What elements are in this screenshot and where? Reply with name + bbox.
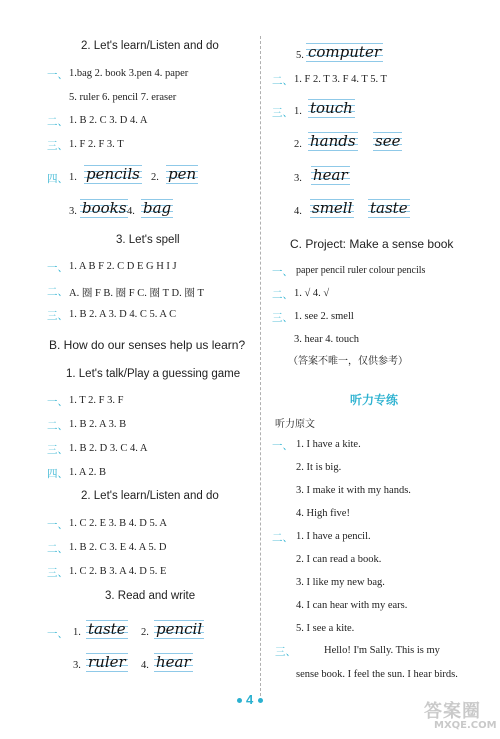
- item-number: 3.: [294, 173, 302, 184]
- item-number: 3.: [69, 206, 77, 217]
- answer-row: 1. B 2. C 3. D 4. A: [69, 115, 148, 126]
- listening-transcript-label: 听力原文: [275, 419, 315, 430]
- handwritten-answer: touch: [308, 97, 355, 120]
- heading-talk-play: 1. Let's talk/Play a guessing game: [66, 368, 241, 380]
- answer-note: （答案不唯一，仅供参考）: [288, 356, 408, 367]
- section-marker: 一、: [47, 262, 68, 274]
- handwritten-answer: taste: [86, 618, 128, 641]
- item-number: 1.: [73, 627, 81, 638]
- handwritten-answer: hear: [154, 651, 193, 674]
- page-number: 4: [246, 692, 254, 707]
- item-number: 2.: [151, 172, 159, 183]
- answer-row: 1. T 2. F 3. F: [69, 395, 124, 406]
- section-marker: 二、: [47, 286, 68, 298]
- answer-row: 1.bag 2. book 3.pen 4. paper: [69, 68, 189, 79]
- answer-row: 3. hear 4. touch: [294, 334, 360, 345]
- section-marker: 一、: [47, 519, 68, 531]
- answer-row: 1. see 2. smell: [294, 311, 354, 322]
- item-number: 3.: [73, 660, 81, 671]
- section-marker: 二、: [272, 75, 293, 87]
- item-number: 2.: [141, 627, 149, 638]
- section-marker: 三、: [47, 140, 68, 152]
- page-dot-right: [258, 698, 263, 703]
- section-marker: 二、: [47, 543, 68, 555]
- handwritten-answer: smell: [310, 197, 354, 220]
- section-marker: 一、: [47, 396, 68, 408]
- transcript-line: 2. It is big.: [296, 462, 342, 473]
- item-number: 1.: [294, 106, 302, 117]
- section-marker: 二、: [47, 420, 68, 432]
- transcript-line: 4. I can hear with my ears.: [296, 600, 408, 611]
- handwritten-answer: books: [80, 197, 128, 220]
- item-number: 4.: [141, 660, 149, 671]
- heading-learn-listen: 2. Let's learn/Listen and do: [81, 40, 219, 52]
- item-number: 2.: [294, 139, 302, 150]
- heading-project: C. Project: Make a sense book: [290, 237, 454, 251]
- page-dot-left: [237, 698, 242, 703]
- answer-row: paper pencil ruler colour pencils: [296, 265, 426, 276]
- section-marker: 四、: [47, 468, 68, 480]
- transcript-line: 3. I like my new bag.: [296, 577, 385, 588]
- handwritten-answer: see: [373, 130, 402, 153]
- transcript-line: 1. I have a pencil.: [296, 531, 371, 542]
- section-marker: 二、: [47, 116, 68, 128]
- heading-learn-listen-2: 2. Let's learn/Listen and do: [81, 490, 219, 502]
- answer-row: 1. B 2. A 3. D 4. C 5. A C: [69, 309, 177, 320]
- handwritten-answer: pencils: [84, 163, 142, 186]
- listening-practice-title: 听力专练: [350, 393, 399, 407]
- transcript-line: 1. I have a kite.: [296, 439, 361, 450]
- watermark-url: MXQE.COM: [434, 720, 497, 731]
- handwritten-answer: computer: [306, 41, 383, 64]
- item-number: 1.: [69, 172, 77, 183]
- answer-row: 1. C 2. B 3. A 4. D 5. E: [69, 566, 167, 577]
- item-number: 4.: [127, 206, 135, 217]
- transcript-line: 5. I see a kite.: [296, 623, 355, 634]
- handwritten-answer: bag: [141, 197, 173, 220]
- handwritten-answer: ruler: [86, 651, 128, 674]
- section-marker: 三、: [47, 310, 68, 322]
- heading-read-write: 3. Read and write: [105, 590, 196, 602]
- section-marker: 四、: [47, 173, 68, 185]
- section-marker: 三、: [47, 567, 68, 579]
- answer-row: 1. √ 4. √: [294, 288, 330, 299]
- handwritten-answer: pencil: [154, 618, 204, 641]
- section-marker: 一、: [47, 628, 68, 640]
- handwritten-answer: hear: [311, 164, 350, 187]
- column-divider: [260, 36, 261, 696]
- answer-row: 1. B 2. D 3. C 4. A: [69, 443, 148, 454]
- transcript-line: sense book. I feel the sun. I hear birds.: [296, 669, 458, 680]
- answer-row: 1. F 2. F 3. T: [69, 139, 124, 150]
- section-marker: 三、: [272, 312, 293, 324]
- transcript-line: 2. I can read a book.: [296, 554, 382, 565]
- answer-row: 5. ruler 6. pencil 7. eraser: [69, 92, 177, 103]
- item-number: 4.: [294, 206, 302, 217]
- section-marker: 二、: [272, 532, 293, 544]
- handwritten-answer: pen: [166, 163, 198, 186]
- transcript-line: 3. I make it with my hands.: [296, 485, 411, 496]
- section-marker: 一、: [272, 266, 293, 278]
- answer-row: A. 圈 F B. 圈 F C. 圈 T D. 圈 T: [69, 288, 204, 299]
- section-marker: 一、: [272, 440, 293, 452]
- transcript-line: 4. High five!: [296, 508, 350, 519]
- section-marker: 三、: [47, 444, 68, 456]
- transcript-line: Hello! I'm Sally. This is my: [324, 645, 440, 656]
- section-marker: 三、: [272, 107, 293, 119]
- handwritten-answer: hands: [308, 130, 358, 153]
- answer-row: 1. C 2. E 3. B 4. D 5. A: [69, 518, 168, 529]
- handwritten-answer: taste: [368, 197, 410, 220]
- item-number: 5.: [296, 50, 304, 61]
- answer-row: 1. B 2. C 3. E 4. A 5. D: [69, 542, 167, 553]
- section-marker: 二、: [272, 289, 293, 301]
- answer-row: 1. A B F 2. C D E G H I J: [69, 261, 177, 272]
- heading-spell: 3. Let's spell: [116, 234, 180, 246]
- answer-row: 1. B 2. A 3. B: [69, 419, 127, 430]
- watermark-logo: 答案圈: [424, 701, 481, 722]
- answer-row: 1. F 2. T 3. F 4. T 5. T: [294, 74, 387, 85]
- section-marker: 一、: [47, 69, 68, 81]
- section-marker: 三、: [275, 646, 296, 658]
- heading-senses: B. How do our senses help us learn?: [49, 338, 246, 352]
- answer-row: 1. A 2. B: [69, 467, 107, 478]
